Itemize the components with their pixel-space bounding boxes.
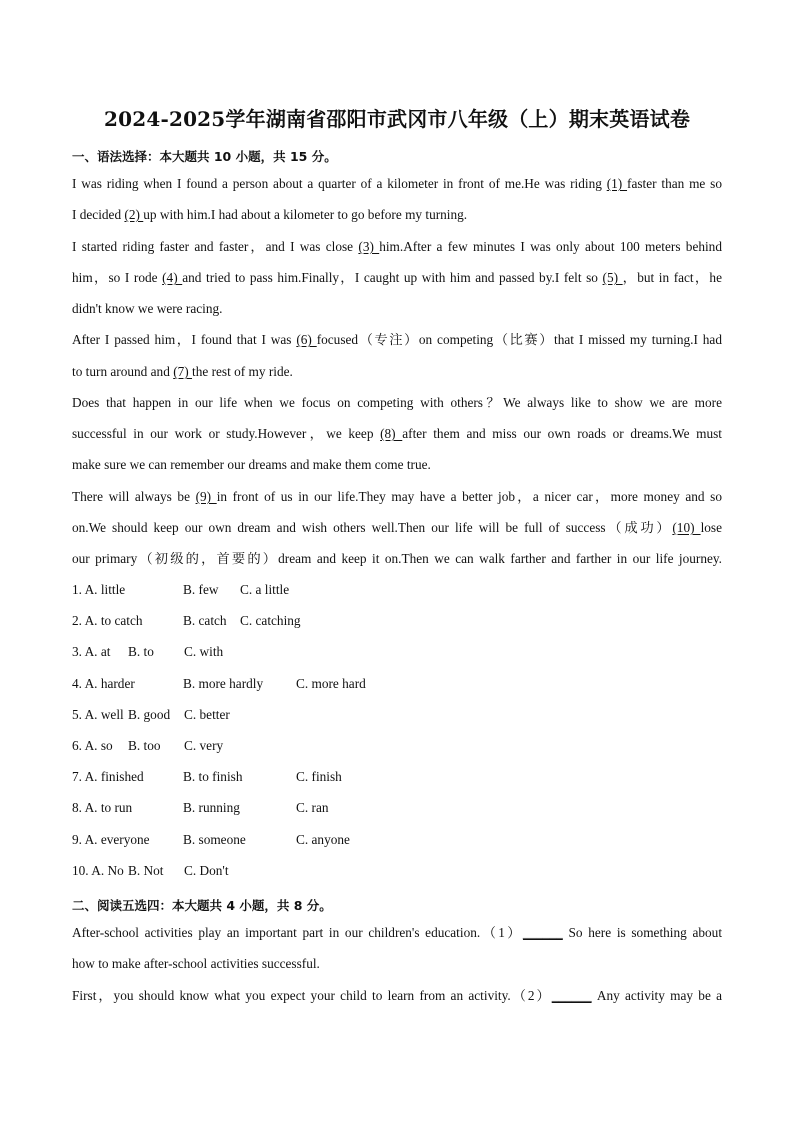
blank-slot[interactable]: ______ [522, 925, 563, 940]
grammar-passage-line [72, 425, 722, 443]
grammar-passage-line [72, 488, 722, 506]
passage-text: our primary（初级的，首要的）dream and keep it on.Then we can walk farther and farther in our life journey. [72, 551, 722, 566]
passage-text: successful in our work or study.However，we keep [72, 426, 381, 441]
passage-text: how to make after-school activities successful. [72, 956, 320, 971]
option-a[interactable]: 5. A. well [72, 707, 124, 722]
passage-text: didn't know we were racing. [72, 301, 223, 316]
passage-text: after them and miss our own roads or dreams.We must [402, 426, 722, 441]
option-b[interactable]: B. too [128, 738, 161, 753]
reading-passage-line [72, 924, 722, 942]
grammar-passage-line [72, 300, 722, 318]
option-a[interactable]: 3. A. at [72, 644, 111, 659]
option-c[interactable]: C. anyone [296, 832, 350, 847]
grammar-passage-line [72, 394, 722, 412]
passage-text: After-school activities play an important part in our children's education.（1） [72, 925, 523, 940]
option-b[interactable]: B. someone [183, 832, 246, 847]
grammar-passage-line [72, 519, 722, 537]
grammar-passage-line [72, 175, 722, 193]
blank-slot[interactable]: (1) [606, 176, 628, 191]
grammar-passage-line [72, 363, 722, 381]
option-a[interactable]: 8. A. to run [72, 800, 133, 815]
grammar-passage-line [72, 456, 722, 474]
option-c[interactable]: C. catching [240, 613, 301, 628]
grammar-passage-line [72, 331, 722, 349]
passage-text: ，but in fact，he [622, 270, 722, 285]
blank-slot[interactable]: (3) [358, 239, 380, 254]
section-heading-grammar: 一、语法选择：本大题共 10 小题，共 15 分。 [72, 149, 337, 164]
passage-text: I decided [72, 207, 125, 222]
option-c[interactable]: C. finish [296, 769, 342, 784]
option-a[interactable]: 7. A. finished [72, 769, 144, 784]
blank-slot[interactable]: (8) [380, 426, 403, 441]
passage-text: faster than me so [627, 176, 722, 191]
blank-slot[interactable]: (5) [602, 270, 623, 285]
blank-slot[interactable]: (2) [124, 207, 144, 222]
passage-text: Does that happen in our life when we focus on competing with others？We always like to show we are more [72, 395, 722, 410]
passage-text: up with him.I had about a kilometer to go before my turning. [143, 207, 468, 222]
option-c[interactable]: C. a little [240, 582, 290, 597]
blank-slot[interactable]: (6) [296, 332, 317, 347]
option-b[interactable]: B. few [183, 582, 219, 597]
passage-text: the rest of my ride. [192, 364, 293, 379]
option-b[interactable]: B. to [128, 644, 154, 659]
passage-text: focused（专注）on competing（比赛）that I missed my turning.I had [316, 332, 722, 347]
reading-passage-line [72, 987, 722, 1005]
grammar-passage-line [72, 206, 722, 224]
option-a[interactable]: 6. A. so [72, 738, 113, 753]
grammar-passage-line [72, 269, 722, 287]
passage-text: I started riding faster and faster，and I was close [72, 239, 359, 254]
option-c[interactable]: C. better [184, 707, 230, 722]
passage-text: on.We should keep our own dream and wish others well.Then our life will be full of success（成功） [72, 520, 673, 535]
option-c[interactable]: C. ran [296, 800, 329, 815]
passage-text: I was riding when I found a person about a quarter of a kilometer in front of me.He was riding [72, 176, 607, 191]
blank-slot[interactable]: ______ [551, 988, 592, 1003]
option-a[interactable]: 9. A. everyone [72, 832, 150, 847]
option-b[interactable]: B. good [128, 707, 171, 722]
grammar-passage-line [72, 238, 722, 256]
passage-text: him.After a few minutes I was only about 100 meters behind [379, 239, 722, 254]
option-a[interactable]: 10. A. No [72, 863, 124, 878]
blank-slot[interactable]: (10) [672, 520, 701, 535]
option-a[interactable]: 4. A. harder [72, 676, 135, 691]
option-c[interactable]: C. with [184, 644, 224, 659]
page-title: 2024-2025学年湖南省邵阳市武冈市八年级（上）期末英语试卷 [103, 107, 691, 131]
blank-slot[interactable]: (4) [162, 270, 183, 285]
blank-slot[interactable]: (9) [195, 489, 217, 504]
passage-text: Any activity may be a [591, 988, 723, 1003]
passage-text: lose [700, 520, 722, 535]
passage-text: to turn around and [72, 364, 174, 379]
passage-text: First，you should know what you expect your child to learn from an activity.（2） [72, 988, 552, 1003]
passage-text: After I passed him，I found that I was [72, 332, 297, 347]
option-c[interactable]: C. very [184, 738, 224, 753]
passage-text: in front of us in our life.They may have a better job，a nicer car，more money and so [216, 489, 722, 504]
passage-text: him，so I rode [72, 270, 163, 285]
blank-slot[interactable]: (7) [173, 364, 193, 379]
option-c[interactable]: C. Don't [184, 863, 229, 878]
option-a[interactable]: 1. A. little [72, 582, 126, 597]
option-a[interactable]: 2. A. to catch [72, 613, 143, 628]
passage-text: make sure we can remember our dreams and make them come true. [72, 457, 431, 472]
option-b[interactable]: B. running [183, 800, 240, 815]
option-b[interactable]: B. to finish [183, 769, 243, 784]
option-b[interactable]: B. more hardly [183, 676, 264, 691]
reading-passage-line [72, 955, 722, 973]
option-c[interactable]: C. more hard [296, 676, 366, 691]
option-b[interactable]: B. Not [128, 863, 164, 878]
passage-text: There will always be [72, 489, 196, 504]
section-heading-reading: 二、阅读五选四：本大题共 4 小题，共 8 分。 [72, 898, 332, 913]
option-b[interactable]: B. catch [183, 613, 227, 628]
grammar-passage-line [72, 550, 722, 568]
passage-text: So here is something about [562, 925, 723, 940]
passage-text: and tried to pass him.Finally，I caught up with him and passed by.I felt so [182, 270, 603, 285]
